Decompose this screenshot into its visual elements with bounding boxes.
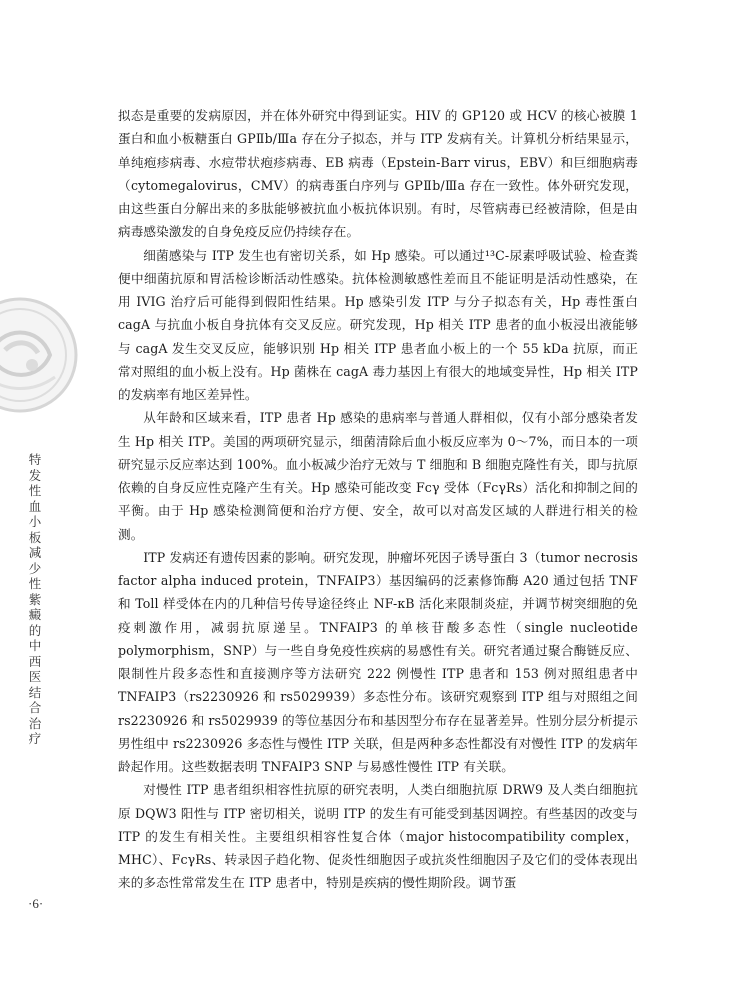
page-number: ·6· — [28, 896, 44, 911]
vertical-book-title: 特发性血小板减少性紫癜的中西医结合治疗 — [28, 452, 42, 746]
paragraph-1: 拟态是重要的发病原因，并在体外研究中得到证实。HIV 的 GP120 或 HCV 的核心被膜 1 蛋白和血小板糖蛋白 GPⅡb/Ⅲa 存在分子拟态，并与 ITP 发病有关。计算机分析结果显示，单纯疱疹病毒、水痘带状疱疹病毒、EB 病毒（Epstein-Barr virus，EBV）和巨细胞病毒（cytomegalovirus，CMV）的病毒蛋白序列与 GPⅡb/Ⅲa 存在一致性。体外研究发现，由这些蛋白分解出来的多肽能够被抗血小板抗体识别。有时，尽管病毒已经被清除，但是由病毒感染激发的自身免疫反应仍持续存在。 — [118, 108, 638, 240]
paragraph-3: 从年龄和区域来看，ITP 患者 Hp 感染的患病率与普通人群相似，仅有小部分感染者发生 Hp 相关 ITP。美国的两项研究显示，细菌清除后血小板反应率为 0～7%，而日本的一项研究显示反应率达到 100%。血小板减少治疗无效与 T 细胞和 B 细胞克隆性有关，即与抗原依赖的自身反应性克隆产生有关。Hp 感染可能改变 Fcγ 受体（FcγRs）活化和抑制之间的平衡。由于 Hp 感染检测简便和治疗方便、安全，故可以对高发区域的人群进行相关的检测。 — [118, 410, 638, 542]
paragraph-2: 细菌感染与 ITP 发生也有密切关系，如 Hp 感染。可以通过¹³C-尿素呼吸试验、检查粪便中细菌抗原和胃活检诊断活动性感染。抗体检测敏感性差而且不能证明是活动性感染，在用 IVIG 治疗后可能得到假阳性结果。Hp 感染引发 ITP 与分子拟态有关，Hp 毒性蛋白 cagA 与抗血小板自身抗体有交叉反应。研究发现，Hp 相关 ITP 患者的血小板浸出液能够与 cagA 发生交叉反应，能够识别 Hp 相关 ITP 患者血小板上的一个 55 kDa 抗原，而正常对照组的血小板上没有。Hp 菌株在 cagA 毒力基因上有很大的地域变异性，Hp 相关 ITP 的发病率有地区差异性。 — [118, 247, 638, 402]
paragraph-5: 对慢性 ITP 患者组织相容性抗原的研究表明，人类白细胞抗原 DRW9 及人类白细胞抗原 DQW3 阳性与 ITP 密切相关，说明 ITP 的发生有可能受到基因调控。有些基因的改变与 ITP 的发生有相关性。主要组织相容性复合体（major histocompatibility complex，MHC）、FcγRs、转录因子趋化物、促炎性细胞因子或抗炎性细胞因子及它们的受体表现出来的多态性常常发生在 ITP 患者中，特别是疾病的慢性期阶段。调节蛋 — [118, 782, 638, 891]
body-text — [118, 104, 638, 895]
paragraph-4: ITP 发病还有遗传因素的影响。研究发现，肿瘤坏死因子诱导蛋白 3（tumor necrosis factor alpha induced protein，TNFAIP3）基因编码的泛素修饰酶 A20 通过包括 TNF 和 Toll 样受体在内的几种信号传导途径终止 NF-κB 活化来限制炎症，并调节树突细胞的免疫刺激作用，减弱抗原递呈。TNFAIP3 的单核苷酸多态性（single nucleotide polymorphism，SNP）与一些自身免疫性疾病的易感性有关。研究者通过聚合酶链反应、限制性片段多态性和直接测序等方法研究 222 例慢性 ITP 患者和 153 例对照组患者中 TNFAIP3（rs2230926 和 rs5029939）多态性分布。该研究观察到 ITP 组与对照组之间 rs2230926 和 rs5029939 的等位基因分布和基因型分布存在显著差异。性别分层分析提示男性组中 rs2230926 多态性与慢性 ITP 关联，但是两种多态性都没有对慢性 ITP 的发病年龄起作用。这些数据表明 TNFAIP3 SNP 与易感性慢性 ITP 有关联。 — [118, 549, 638, 774]
chinese-seal-emblem-icon — [0, 295, 80, 415]
